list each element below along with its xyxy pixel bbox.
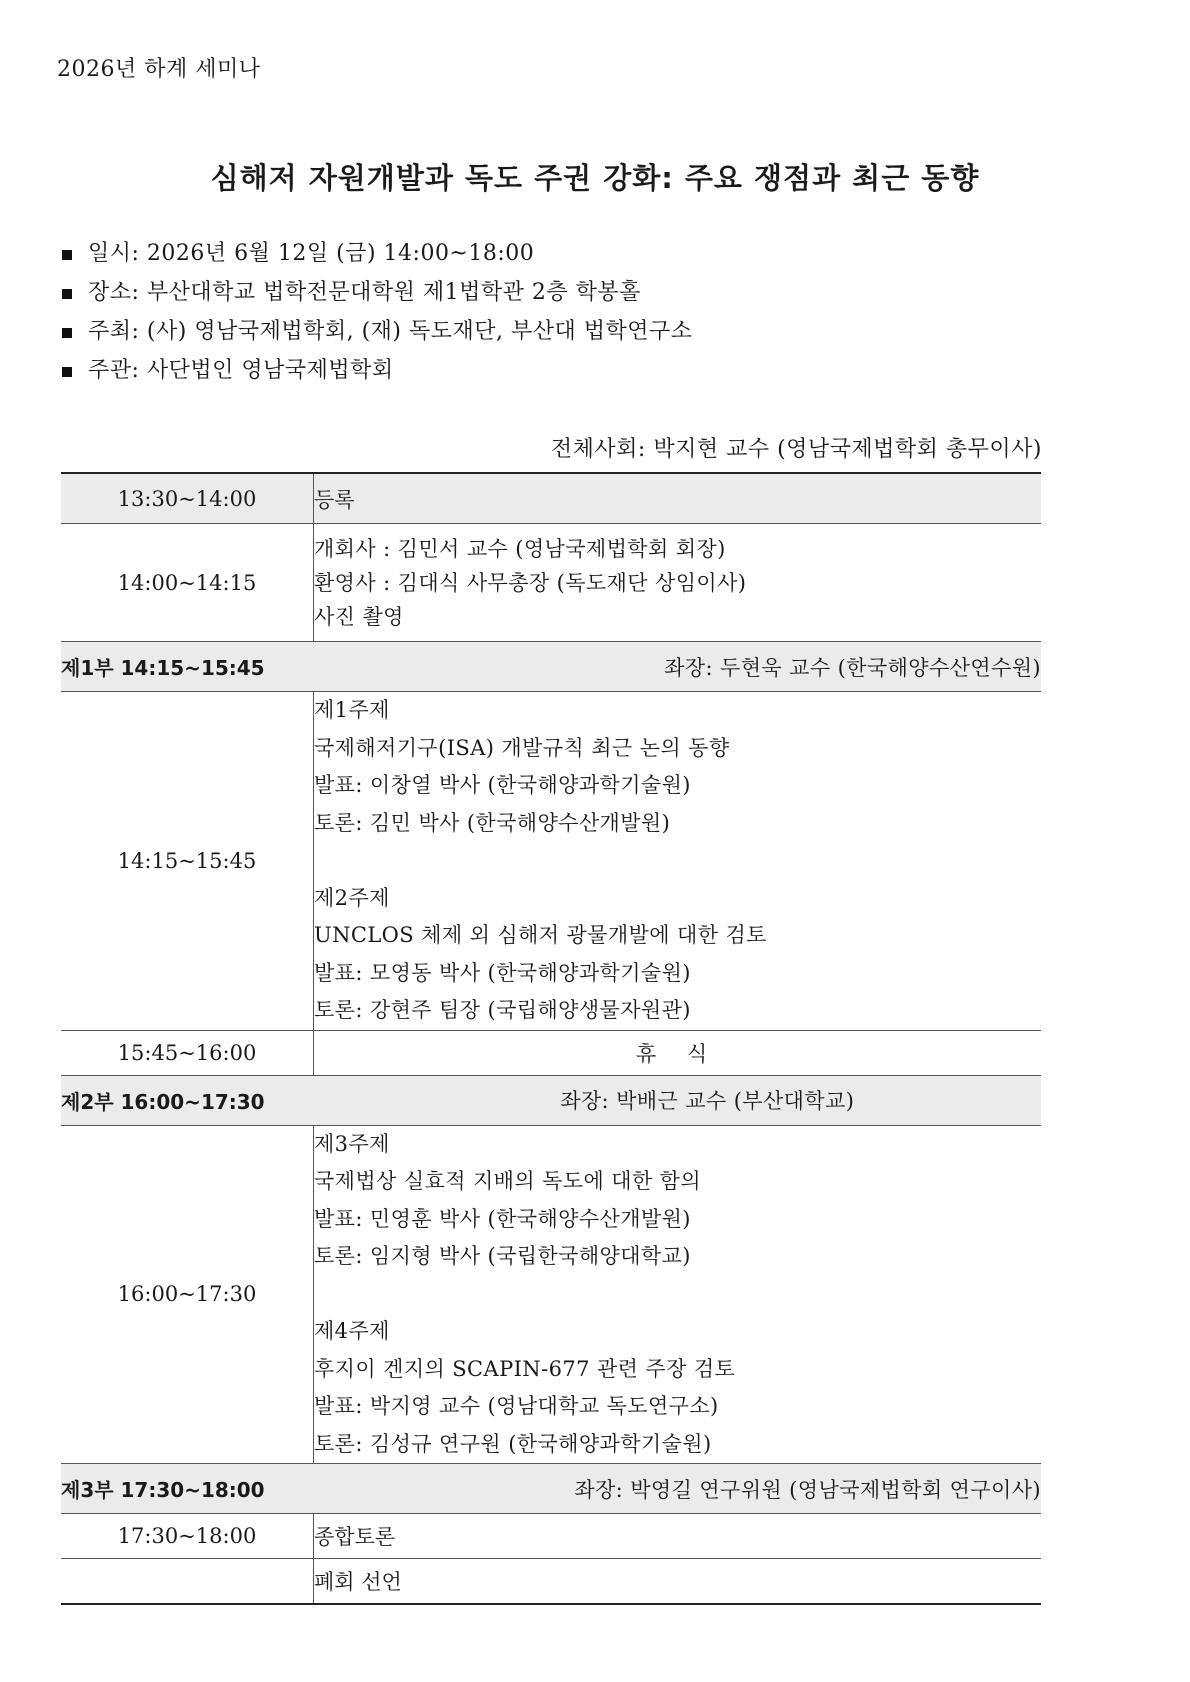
discussant: 토론: 강현주 팀장 (국립해양생물자원관) bbox=[314, 998, 691, 1022]
session-label: 제3부 17:30~18:00 bbox=[61, 1464, 314, 1514]
topic-title: UNCLOS 체제 외 심해저 광물개발에 대한 검토 bbox=[314, 923, 767, 947]
content-cell bbox=[314, 524, 1042, 642]
topic-number: 제3주제 bbox=[314, 1131, 390, 1156]
presenter: 발표: 민영훈 박사 (한국해양수산개발원) bbox=[314, 1206, 691, 1231]
presenter: 발표: 박지영 교수 (영남대학교 독도연구소) bbox=[314, 1394, 719, 1418]
discussant: 토론: 임지형 박사 (국립한국해양대학교) bbox=[314, 1244, 691, 1268]
info-item-host: 주최: (사) 영남국제법학회, (재) 독도재단, 부산대 법학연구소 bbox=[62, 318, 693, 357]
square-bullet-icon bbox=[62, 367, 72, 377]
table-row-discussion bbox=[61, 1514, 1041, 1559]
info-item-venue: 장소: 부산대학교 법학전문대학원 제1법학관 2층 학봉홀 bbox=[62, 279, 693, 318]
time-cell: 15:45~16:00 bbox=[61, 1030, 314, 1075]
schedule-table bbox=[61, 472, 1041, 1605]
photo-session: 사진 촬영 bbox=[314, 604, 404, 629]
break-cell: 휴 식 bbox=[314, 1030, 1042, 1075]
emcee-line: 전체사회: 박지현 교수 (영남국제법학회 총무이사) bbox=[550, 437, 1042, 462]
table-row-closing bbox=[61, 1559, 1041, 1605]
session-chair: 좌장: 박배근 교수 (부산대학교) bbox=[314, 1075, 1042, 1125]
topic-title: 국제해저기구(ISA) 개발규칙 최근 논의 동향 bbox=[314, 735, 730, 760]
topic-title: 국제법상 실효적 지배의 독도에 대한 함의 bbox=[314, 1169, 702, 1193]
spacer bbox=[314, 842, 1041, 880]
topic-title: 후지이 겐지의 SCAPIN-677 관련 주장 검토 bbox=[314, 1356, 736, 1381]
time-cell: 16:00~17:30 bbox=[61, 1125, 314, 1464]
content-cell bbox=[314, 1125, 1042, 1464]
content-cell: 등록 bbox=[314, 473, 1042, 524]
content-cell: 종합토론 bbox=[314, 1514, 1042, 1559]
discussant: 토론: 김민 박사 (한국해양수산개발원) bbox=[314, 810, 671, 835]
table-row-session2-topics bbox=[61, 1125, 1041, 1464]
session-header-1 bbox=[61, 642, 1041, 692]
session-chair: 좌장: 두현욱 교수 (한국해양수산연수원) bbox=[314, 642, 1042, 692]
presenter: 발표: 이창열 박사 (한국해양과학기술원) bbox=[314, 773, 691, 797]
time-cell: 17:30~18:00 bbox=[61, 1514, 314, 1559]
session-label: 제2부 16:00~17:30 bbox=[61, 1075, 314, 1125]
topic-number: 제4주제 bbox=[314, 1319, 390, 1343]
session-chair: 좌장: 박영길 연구위원 (영남국제법학회 연구이사) bbox=[314, 1464, 1042, 1514]
time-cell: 13:30~14:00 bbox=[61, 473, 314, 524]
session-label: 제1부 14:15~15:45 bbox=[61, 642, 314, 692]
topic-number: 제1주제 bbox=[314, 698, 390, 722]
square-bullet-icon bbox=[62, 328, 72, 338]
info-item-organizer: 주관: 사단법인 영남국제법학회 bbox=[62, 357, 693, 396]
event-info-list bbox=[62, 240, 693, 396]
table-row-registration bbox=[61, 473, 1041, 524]
session-header-2 bbox=[61, 1075, 1041, 1125]
time-cell bbox=[61, 1559, 314, 1605]
content-cell bbox=[314, 692, 1042, 1031]
table-row-opening bbox=[61, 524, 1041, 642]
time-cell: 14:00~14:15 bbox=[61, 524, 314, 642]
time-cell: 14:15~15:45 bbox=[61, 692, 314, 1031]
info-item-date: 일시: 2026년 6월 12일 (금) 14:00~18:00 bbox=[62, 240, 693, 279]
presenter: 발표: 모영동 박사 (한국해양과학기술원) bbox=[314, 960, 691, 985]
document-title: 심해저 자원개발과 독도 주권 강화: 주요 쟁점과 최근 동향 bbox=[210, 161, 980, 195]
discussant: 토론: 김성규 연구원 (한국해양과학기술원) bbox=[314, 1431, 712, 1456]
table-row-session1-topics bbox=[61, 692, 1041, 1031]
spacer bbox=[314, 1276, 1041, 1314]
document-header-label: 2026년 하계 세미나 bbox=[57, 57, 261, 82]
session-header-3 bbox=[61, 1464, 1041, 1514]
content-cell: 폐회 선언 bbox=[314, 1559, 1042, 1605]
welcome-speech: 환영사 : 김대식 사무총장 (독도재단 상임이사) bbox=[314, 570, 747, 595]
square-bullet-icon bbox=[62, 250, 72, 260]
opening-speech: 개회사 : 김민서 교수 (영남국제법학회 회장) bbox=[314, 536, 726, 561]
table-row-break bbox=[61, 1030, 1041, 1075]
topic-number: 제2주제 bbox=[314, 885, 390, 910]
square-bullet-icon bbox=[62, 289, 72, 299]
